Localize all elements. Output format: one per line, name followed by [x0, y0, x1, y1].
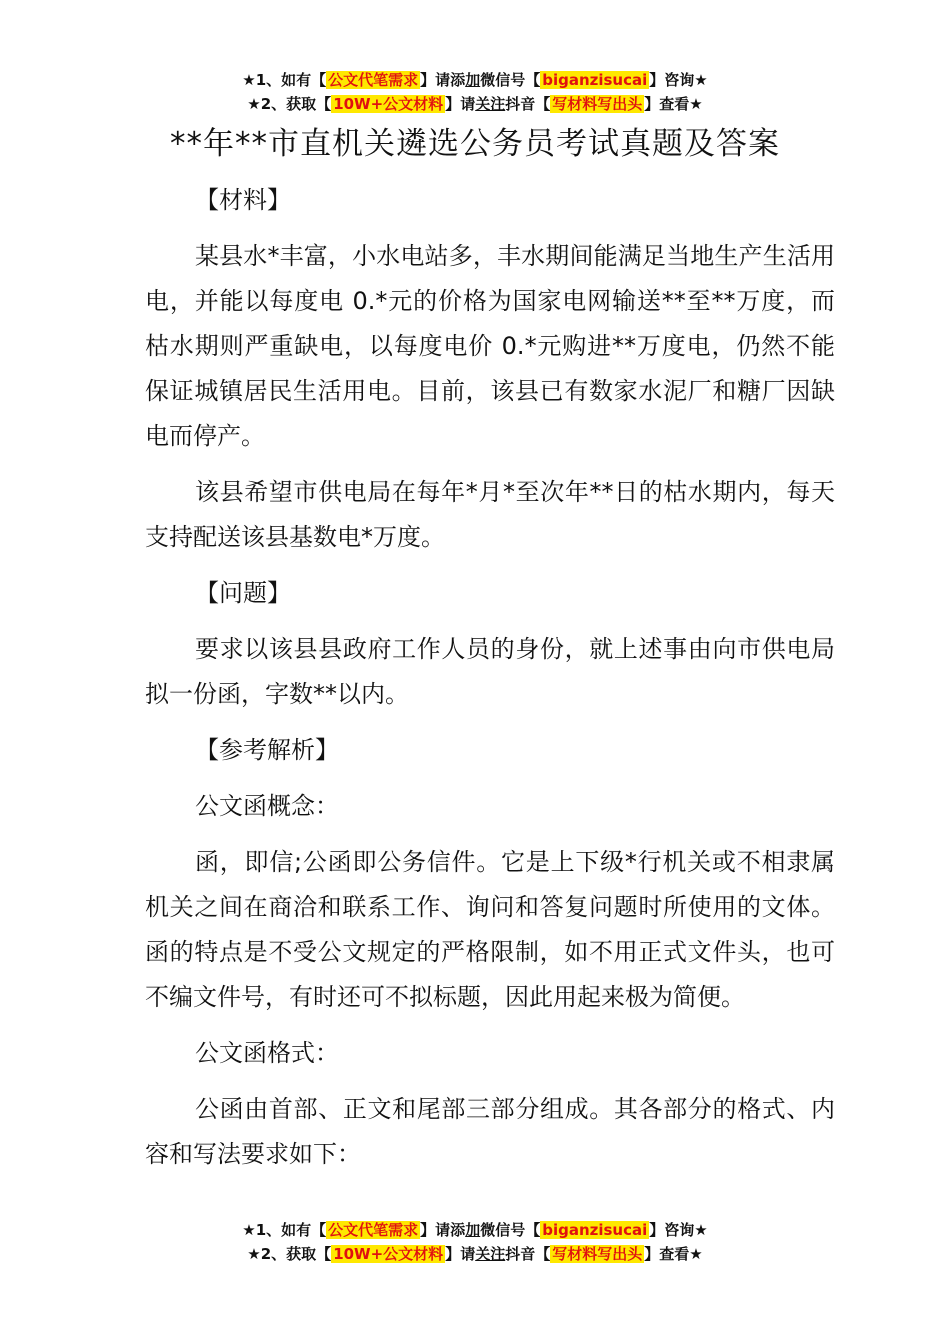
- promo-line-2-bottom: [0, 1242, 950, 1266]
- promo-highlight: 10W+公文材料: [333, 95, 444, 113]
- promo-underlined: 加: [465, 71, 481, 89]
- promo-line-1-bottom: [0, 1218, 950, 1242]
- promo-underlined: 关注: [475, 95, 506, 113]
- promo-highlight: 公文代笔需求: [328, 1221, 419, 1239]
- promo-text: 】咨询★: [649, 71, 708, 89]
- promo-text: ★1、如有【: [242, 71, 327, 89]
- promo-douyin-id: 写材料写出头: [552, 95, 643, 113]
- promo-underlined: 加: [465, 1221, 481, 1239]
- promo-text: ★2、获取【: [247, 95, 332, 113]
- promo-text: ★1、如有【: [242, 1221, 327, 1239]
- promo-line-1-top: [0, 68, 950, 92]
- promo-text: 】查看★: [644, 95, 703, 113]
- promo-text: 】查看★: [644, 1245, 703, 1263]
- promo-highlight: 公文代笔需求: [328, 71, 419, 89]
- promo-underlined: 关注: [475, 1245, 506, 1263]
- promo-douyin-id: 写材料写出头: [552, 1245, 643, 1263]
- promo-wechat-id: biganzisucai: [542, 1221, 648, 1239]
- body-paragraph: 某县水*丰富，小水电站多，丰水期间能满足当地生产生活用电，并能以每度电 0.*元的价格为国家电网输送**至**万度，而枯水期则严重缺电，以每度电价 0.*元购进**万度电，仍然不能保证城镇居民生活用电。目前，该县已有数家水泥厂和糖厂因缺电而停产。: [145, 242, 835, 450]
- body-paragraph: 公函由首部、正文和尾部三部分组成。其各部分的格式、内容和写法要求如下：: [145, 1095, 835, 1168]
- section-heading-question: 【问题】: [195, 579, 291, 607]
- subheading-format: 公文函格式：: [195, 1039, 339, 1067]
- promo-text: ★2、获取【: [247, 1245, 332, 1263]
- document-title: **年**市直机关遴选公务员考试真题及答案: [170, 126, 780, 162]
- promo-text: 微信号【: [480, 1221, 541, 1239]
- promo-text: 】请添: [420, 1221, 466, 1239]
- promo-text: 】请: [445, 95, 476, 113]
- promo-highlight: 10W+公文材料: [333, 1245, 444, 1263]
- promo-text: 】咨询★: [649, 1221, 708, 1239]
- promo-line-2-top: [0, 92, 950, 116]
- section-heading-material: 【材料】: [195, 186, 291, 214]
- promo-wechat-id: biganzisucai: [542, 71, 648, 89]
- body-paragraph: 要求以该县县政府工作人员的身份，就上述事由向市供电局拟一份函，字数**以内。: [145, 635, 835, 708]
- section-heading-analysis: 【参考解析】: [195, 736, 339, 764]
- promo-text: 】请: [445, 1245, 476, 1263]
- promo-text: 】请添: [420, 71, 466, 89]
- promo-text: 微信号【: [480, 71, 541, 89]
- body-paragraph: 函，即信;公函即公务信件。它是上下级*行机关或不相隶属机关之间在商洽和联系工作、询问和答复问题时所使用的文体。函的特点是不受公文规定的严格限制，如不用正式文件头，也可不编文件号，有时还可不拟标题，因此用起来极为简便。: [145, 848, 835, 1011]
- subheading-concept: 公文函概念：: [195, 792, 339, 820]
- promo-text: 抖音【: [505, 95, 551, 113]
- promo-text: 抖音【: [505, 1245, 551, 1263]
- body-paragraph: 该县希望市供电局在每年*月*至次年**日的枯水期内，每天支持配送该县基数电*万度。: [145, 478, 835, 551]
- document-body: [145, 178, 835, 1188]
